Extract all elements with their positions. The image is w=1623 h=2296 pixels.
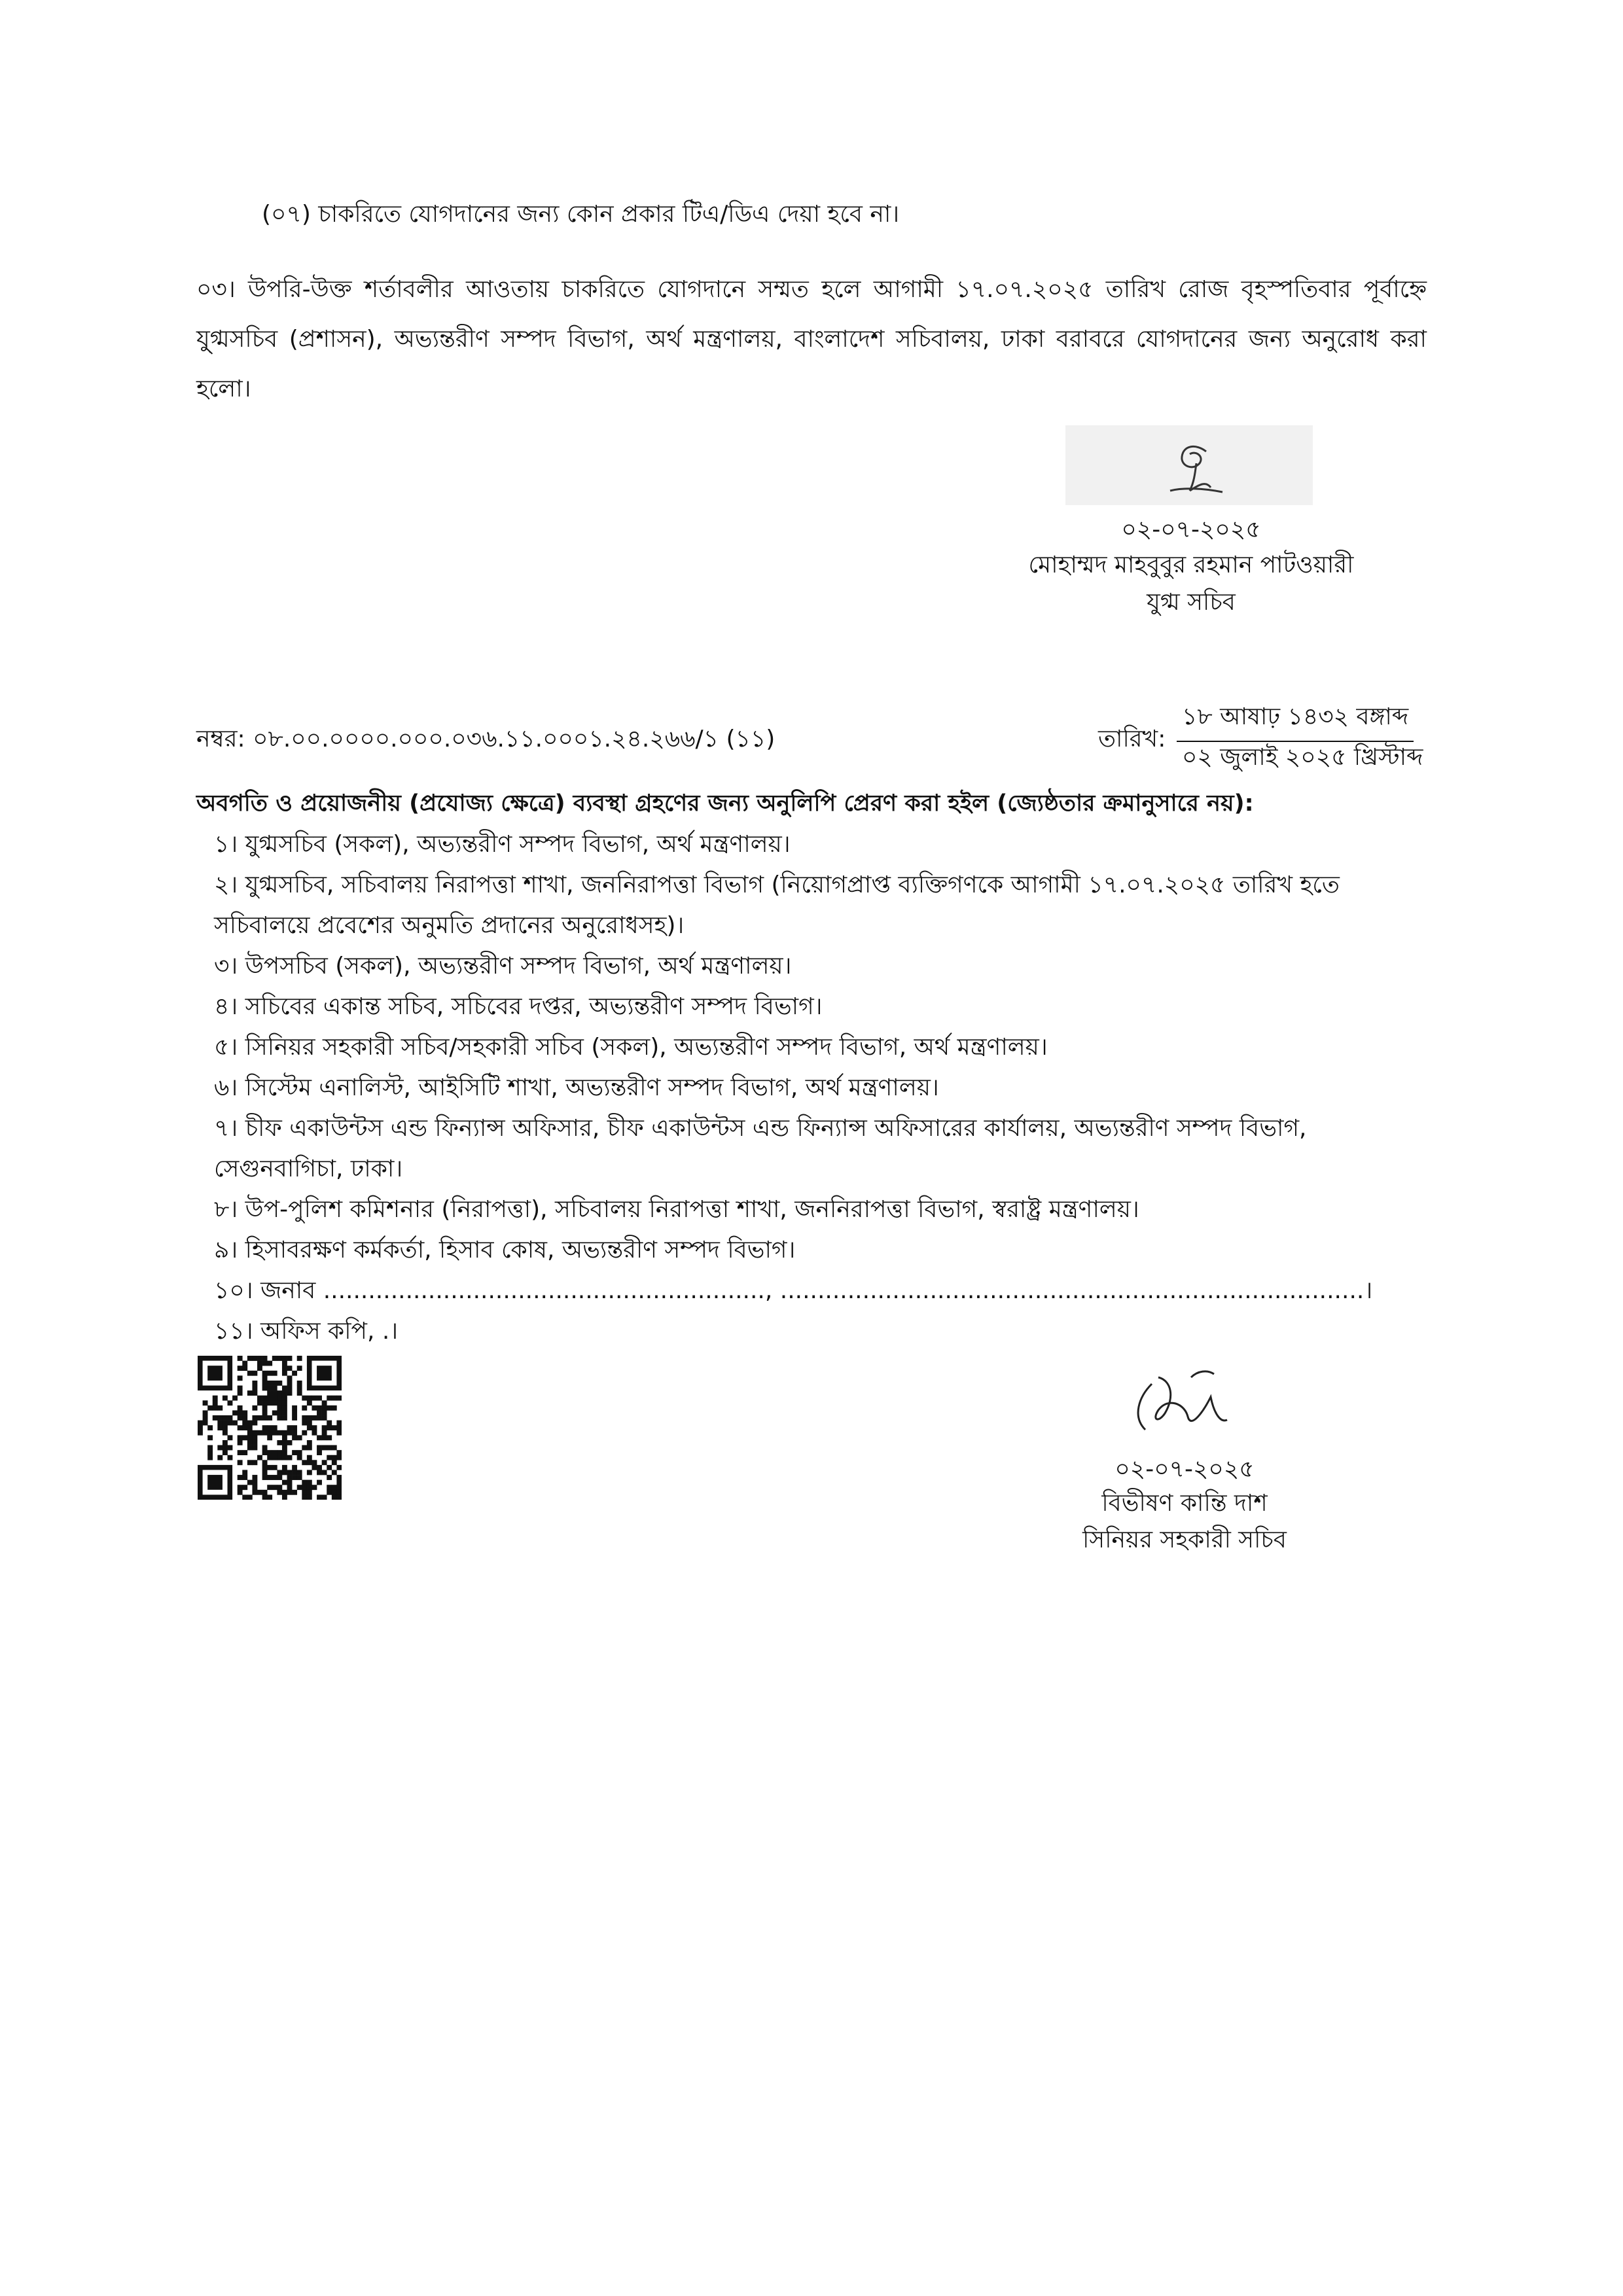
list-item: ৪। সচিবের একান্ত সচিব, সচিবের দপ্তর, অভ্যন্তরীণ সম্পদ বিভাগ।	[214, 993, 823, 1020]
memo-date-bangla: ১৮ আষাঢ় ১৪৩২ বঙ্গাব্দ	[1177, 699, 1414, 742]
list-item: ১১। অফিস কপি, .।	[214, 1318, 399, 1345]
list-item: ৮। উপ-পুলিশ কমিশনার (নিরাপত্তা), সচিবালয় নিরাপত্তা শাখা, জননিরাপত্তা বিভাগ, স্বরাষ্ট্র মন্ত্রণালয়।	[214, 1196, 1139, 1223]
signature-image-1	[1065, 425, 1313, 505]
list-item: ৫। সিনিয়র সহকারী সচিব/সহকারী সচিব (সকল), অভ্যন্তরীণ সম্পদ বিভাগ, অর্থ মন্ত্রণালয়।	[214, 1034, 1048, 1061]
signatory1-date: ০২-০৭-২০২৫	[1121, 516, 1261, 543]
list-item: ১। যুগ্মসচিব (সকল), অভ্যন্তরীণ সম্পদ বিভাগ, অর্থ মন্ত্রণালয়।	[214, 831, 791, 858]
signature-image-2	[1113, 1358, 1257, 1449]
signatory2-date: ০২-০৭-২০২৫	[1115, 1456, 1255, 1483]
signature-icon	[1113, 1358, 1257, 1449]
list-item: ৩। উপসচিব (সকল), অভ্যন্তরীণ সম্পদ বিভাগ, অর্থ মন্ত্রণালয়।	[214, 953, 792, 980]
signatory1-designation: যুগ্ম সচিব	[1147, 589, 1236, 616]
memo-date-gregorian: ০২ জুলাই ২০২৫ খ্রিস্টাব্দ	[1182, 744, 1423, 771]
clause-07: (০৭) চাকরিতে যোগদানের জন্য কোন প্রকার টিএ/ডিএ দেয়া হবে না।	[262, 201, 900, 228]
signatory2-name: বিভীষণ কান্তি দাশ	[1101, 1490, 1268, 1517]
list-item: ৯। হিসাবরক্ষণ কর্মকর্তা, হিসাব কোষ, অভ্যন্তরীণ সম্পদ বিভাগ।	[214, 1237, 796, 1263]
list-item: ৭। চীফ একাউন্টস এন্ড ফিন্যান্স অফিসার, চীফ একাউন্টস এন্ড ফিন্যান্স অফিসারের কার্যালয়, অভ্যন্তরীণ সম্পদ বিভাগ, সেগুনবাগিচা, ঢাকা।	[214, 1115, 1307, 1182]
list-item: ২। যুগ্মসচিব, সচিবালয় নিরাপত্তা শাখা, জননিরাপত্তা বিভাগ (নিয়োগপ্রাপ্ত ব্যক্তিগণকে আগামী ১৭.০৭.২০২৫ তারিখ হতে সচিবালয়ে প্রবেশের অনুমতি প্রদানের অনুরোধসহ)।	[214, 872, 1340, 939]
qr-code-icon	[198, 1356, 342, 1500]
signature-icon	[1065, 425, 1313, 505]
list-item: ১০। জনাব ..........................................................., ..............................................................................।	[214, 1277, 1373, 1304]
list-item: ৬। সিস্টেম এনালিস্ট, আইসিটি শাখা, অভ্যন্তরীণ সম্পদ বিভাগ, অর্থ মন্ত্রণালয়।	[214, 1074, 939, 1101]
memo-date-label: তারিখ:	[1098, 726, 1166, 752]
memo-number: নম্বর: ০৮.০০.০০০০.০০০.০৩৬.১১.০০০১.২৪.২৬৬/১ (১১)	[196, 726, 776, 752]
copy-heading: অবগতি ও প্রয়োজনীয় (প্রযোজ্য ক্ষেত্রে) ব্যবস্থা গ্রহণের জন্য অনুলিপি প্রেরণ করা হইল (জ্যেষ্ঠতার ক্রমানুসারে নয়):	[196, 790, 1254, 817]
signatory1-name: মোহাম্মদ মাহবুবুর রহমান পাটওয়ারী	[1028, 552, 1354, 578]
signatory2-designation: সিনিয়র সহকারী সচিব	[1082, 1527, 1287, 1553]
paragraph-03: ০৩। উপরি-উক্ত শর্তাবলীর আওতায় চাকরিতে যোগদানে সম্মত হলে আগামী ১৭.০৭.২০২৫ তারিখ রোজ বৃহস্পতিবার পূর্বাহ্নে যু্গ্মসচিব (প্রশাসন), অভ্যন্তরীণ সম্পদ বিভাগ, অর্থ মন্ত্রণালয়, বাংলাদেশ সচিবালয়, ঢাকা বরাবরে যোগদানের জন্য অনুরোধ করা হলো।	[196, 276, 1427, 402]
